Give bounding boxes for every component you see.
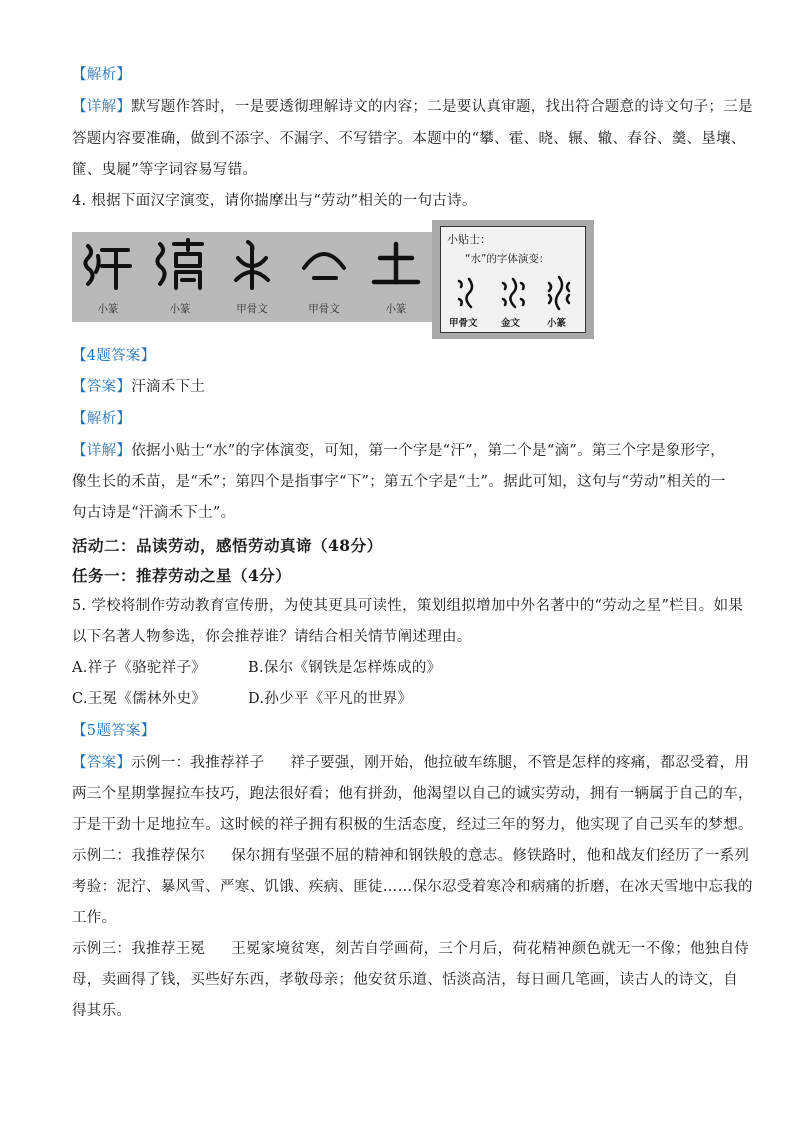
options-row-cd [72,684,724,715]
example-label: 示例一：我推荐祥子 [131,755,265,771]
q4-answer-line [72,372,724,403]
glyph-caption: 小篆 [97,303,119,315]
tip-caption: 金文 [501,318,521,329]
q4-answer-header: 【4题答案】 [72,348,156,364]
q4-detail-text: 依据小贴士“水”的字体演变，可知，第一个字是“汗”，第二个是“滴”。第三个字是象形字， [131,443,726,459]
glyph-tu-seal [360,232,432,322]
detail-label: 【详解】 [72,443,132,459]
q4-detail-line: 像生长的禾苗，是“禾”；第四个是指事字“下”；第五个字是“土”。据此可知，这句与“劳动”相关的一 [72,474,726,490]
activity-heading: 活动二：品读劳动，感悟劳动真谛（48分） [72,536,383,555]
oracle-glyph-icon [296,236,352,292]
q5-example-line: 工作。 [72,910,117,926]
example-label: 示例三：我推荐王冕 [72,941,206,957]
q4-answer-text: 汗滴禾下土 [131,379,206,395]
tip-subtitle: “水”的字体演变： [465,253,550,265]
detail-paragraph-line: 篚、曳屣”等字词容易写错。 [72,162,258,178]
q5-example-line: 母，卖画得了钱，买些好东西，孝敬母亲；他安贫乐道、恬淡高洁，每日画几笔画，读古人的诗文，自 [72,972,738,988]
glyph-xia-oracle [288,232,360,322]
option-c: C.王冕《儒林外史》 [72,691,207,707]
water-seal-icon [545,275,573,311]
example-label: 示例二：我推荐保尔 [72,848,206,864]
analysis-label: 【解析】 [72,67,132,83]
tip-box-inner [440,226,586,333]
q4-detail-line: 句古诗是“汗滴禾下土”。 [72,505,236,521]
q5-example-line: 于是干劲十足地拉车。这时候的祥子拥有积极的生活态度，经过三年的努力，他实现了自己买车的梦想。 [72,817,753,833]
detail-label: 【详解】 [72,99,132,115]
water-bronze-icon [499,275,527,311]
glyph-he-oracle [216,232,288,322]
tip-caption: 小篆 [547,318,567,329]
glyph-di-seal [144,232,216,322]
example-text: 保尔拥有坚强不屈的精神和钢铁般的意志。修铁路时，他和战友们经历了一系列 [231,848,750,864]
q5-example-line: 得其乐。 [72,1003,132,1019]
q5-example-line: 两三个星期掌握拉车技巧，跑法很好看；他有拼劲，他渴望以自己的诚实劳动，拥有一辆属于自己的车， [72,786,753,802]
answer-label: 【答案】 [72,379,132,395]
tip-caption: 甲骨文 [449,318,478,329]
q5-example-line [72,748,750,779]
question-4-prompt: 4. 根据下面汉字演变，请你揣摩出与“劳动”相关的一句古诗。 [72,193,477,209]
q5-example-line [72,841,750,872]
question-5-prompt: 以下名著人物参选，你会推荐谁？请结合相关情节阐述理由。 [72,629,472,645]
water-oracle-icon [453,275,481,311]
glyph-caption: 甲骨文 [236,303,268,315]
seal-glyph-icon [152,236,208,292]
seal-glyph-icon [368,236,424,292]
answer-label: 【答案】 [72,755,132,771]
glyph-caption: 小篆 [385,303,407,315]
example-text: 祥子要强，刚开始，他拉破车练腿，不管是怎样的疼痛，都忍受着，用 [290,755,750,771]
glyph-han-seal [72,232,144,322]
q5-example-line: 考验：泥泞、暴风雪、严寒、饥饿、疾病、匪徒……保尔忍受着寒冷和病痛的折磨，在冰天雪地中忘我的 [72,879,753,895]
glyph-caption: 小篆 [169,303,191,315]
q4-analysis-label: 【解析】 [72,411,132,427]
detail-paragraph-line: 答题内容要准确，做到不添字、不漏字、不写错字。本题中的“攀、霍、晓、辗、辙、春谷、羹、垦壤、 [72,131,746,147]
question-5-prompt: 5. 学校将制作劳动教育宣传册，为使其更具可读性，策划组拟增加中外名著中的“劳动之星”栏目。如果 [72,598,744,614]
example-text: 王冕家境贫寒，刻苦自学画荷，三个月后，荷花精神颜色就无一不像；他独自侍 [231,941,750,957]
option-a: A.祥子《骆驼祥子》 [72,660,207,676]
tip-title: 小贴士： [447,233,491,246]
detail-paragraph-line [72,92,753,123]
glyph-caption: 甲骨文 [308,303,340,315]
character-evolution-figure [72,232,434,322]
option-b: B.保尔《钢铁是怎样炼成的》 [248,660,442,676]
detail-text: 默写题作答时，一是要透彻理解诗文的内容；二是要认真审题，找出符合题意的诗文句子；三是 [131,99,753,115]
options-row-ab [72,653,724,684]
seal-glyph-icon [80,236,136,292]
task-heading: 任务一：推荐劳动之星（4分） [72,566,292,585]
q5-answer-header: 【5题答案】 [72,723,156,739]
option-d: D.孙少平《平凡的世界》 [248,691,413,707]
q4-detail-line [72,436,724,467]
tip-box [432,220,594,339]
q5-example-line [72,934,750,965]
oracle-glyph-icon [224,236,280,292]
